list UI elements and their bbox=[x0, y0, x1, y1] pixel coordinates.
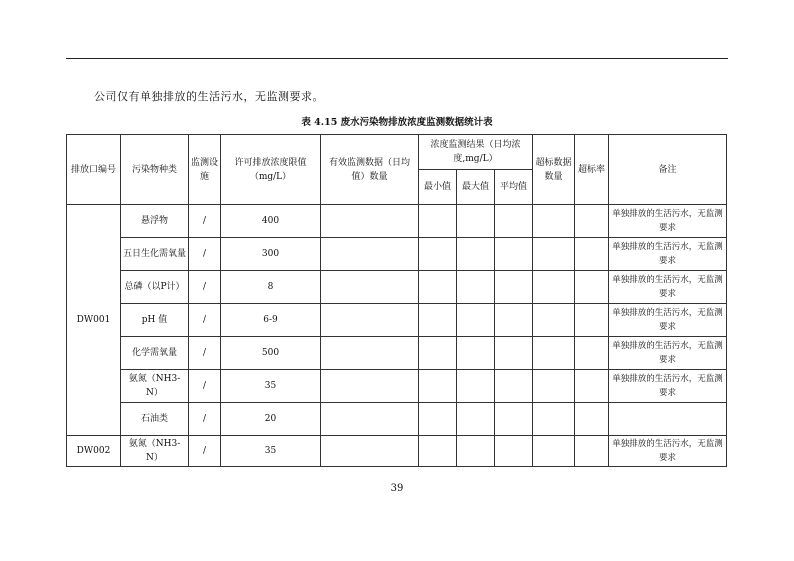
limit-cell: 8 bbox=[221, 271, 321, 304]
table-row bbox=[67, 238, 727, 271]
intro-paragraph: 公司仅有单独排放的生活污水，无监测要求。 bbox=[94, 90, 324, 103]
remark-cell: 单独排放的生活污水，无监测要求 bbox=[609, 238, 727, 271]
exceed-rate-cell bbox=[575, 238, 609, 271]
header-min: 最小值 bbox=[419, 170, 457, 205]
exceed-count-cell bbox=[533, 271, 575, 304]
table-caption: 表 4.15 废水污染物排放浓度监测数据统计表 bbox=[301, 117, 493, 128]
header-facility: 监测设施 bbox=[189, 135, 221, 205]
facility-cell: / bbox=[189, 403, 221, 436]
table-row bbox=[67, 205, 727, 238]
table-row bbox=[67, 271, 727, 304]
emission-table bbox=[66, 134, 727, 467]
remark-cell: 单独排放的生活污水，无监测要求 bbox=[609, 205, 727, 238]
pollutant-cell: 悬浮物 bbox=[121, 205, 189, 238]
avg-cell bbox=[495, 238, 533, 271]
pollutant-cell: 五日生化需氧量 bbox=[121, 238, 189, 271]
pollutant-cell: pH 值 bbox=[121, 304, 189, 337]
avg-cell bbox=[495, 403, 533, 436]
exceed-rate-cell bbox=[575, 304, 609, 337]
exceed-count-cell bbox=[533, 337, 575, 370]
exceed-rate-cell bbox=[575, 403, 609, 436]
exceed-rate-cell bbox=[575, 271, 609, 304]
max-cell bbox=[457, 205, 495, 238]
remark-cell: 单独排放的生活污水，无监测要求 bbox=[609, 370, 727, 403]
header-valid-count: 有效监测数据（日均值）数量 bbox=[321, 135, 419, 205]
exceed-rate-cell bbox=[575, 205, 609, 238]
header-exceed-rate: 超标率 bbox=[575, 135, 609, 205]
valid-count-cell bbox=[321, 337, 419, 370]
facility-cell: / bbox=[189, 370, 221, 403]
limit-cell: 400 bbox=[221, 205, 321, 238]
remark-cell bbox=[609, 403, 727, 436]
table-row bbox=[67, 337, 727, 370]
exceed-count-cell bbox=[533, 238, 575, 271]
avg-cell bbox=[495, 304, 533, 337]
facility-cell: / bbox=[189, 304, 221, 337]
header-concentration: 浓度监测结果（日均浓度,mg/L） bbox=[419, 135, 533, 170]
header-avg: 平均值 bbox=[495, 170, 533, 205]
exceed-count-cell bbox=[533, 403, 575, 436]
outlet-id: DW001 bbox=[67, 205, 121, 436]
pollutant-cell: 氨氮（NH3-N） bbox=[121, 436, 189, 467]
pollutant-cell: 石油类 bbox=[121, 403, 189, 436]
max-cell bbox=[457, 271, 495, 304]
header-remarks: 备注 bbox=[609, 135, 727, 205]
max-cell bbox=[457, 304, 495, 337]
facility-cell: / bbox=[189, 271, 221, 304]
valid-count-cell bbox=[321, 304, 419, 337]
pollutant-cell: 化学需氧量 bbox=[121, 337, 189, 370]
min-cell bbox=[419, 304, 457, 337]
valid-count-cell bbox=[321, 205, 419, 238]
exceed-count-cell bbox=[533, 370, 575, 403]
header-limit: 许可排放浓度限值（mg/L） bbox=[221, 135, 321, 205]
valid-count-cell bbox=[321, 370, 419, 403]
avg-cell bbox=[495, 271, 533, 304]
min-cell bbox=[419, 403, 457, 436]
valid-count-cell bbox=[321, 436, 419, 467]
avg-cell bbox=[495, 370, 533, 403]
avg-cell bbox=[495, 337, 533, 370]
valid-count-cell bbox=[321, 271, 419, 304]
max-cell bbox=[457, 337, 495, 370]
header-outlet: 排放口编号 bbox=[67, 135, 121, 205]
facility-cell: / bbox=[189, 436, 221, 467]
max-cell bbox=[457, 370, 495, 403]
pollutant-cell: 总磷（以P计） bbox=[121, 271, 189, 304]
avg-cell bbox=[495, 205, 533, 238]
header-rule bbox=[66, 58, 728, 59]
limit-cell: 20 bbox=[221, 403, 321, 436]
limit-cell: 35 bbox=[221, 436, 321, 467]
min-cell bbox=[419, 205, 457, 238]
min-cell bbox=[419, 436, 457, 467]
limit-cell: 6-9 bbox=[221, 304, 321, 337]
min-cell bbox=[419, 271, 457, 304]
max-cell bbox=[457, 403, 495, 436]
valid-count-cell bbox=[321, 403, 419, 436]
exceed-rate-cell bbox=[575, 436, 609, 467]
facility-cell: / bbox=[189, 205, 221, 238]
facility-cell: / bbox=[189, 337, 221, 370]
remark-cell: 单独排放的生活污水，无监测要求 bbox=[609, 337, 727, 370]
remark-cell: 单独排放的生活污水，无监测要求 bbox=[609, 304, 727, 337]
limit-cell: 500 bbox=[221, 337, 321, 370]
limit-cell: 35 bbox=[221, 370, 321, 403]
limit-cell: 300 bbox=[221, 238, 321, 271]
page-number: 39 bbox=[390, 483, 404, 494]
header-pollutant: 污染物种类 bbox=[121, 135, 189, 205]
header-exceed-count: 超标数据数量 bbox=[533, 135, 575, 205]
min-cell bbox=[419, 337, 457, 370]
outlet-id: DW002 bbox=[67, 436, 121, 467]
exceed-rate-cell bbox=[575, 370, 609, 403]
table-row bbox=[67, 304, 727, 337]
valid-count-cell bbox=[321, 238, 419, 271]
exceed-rate-cell bbox=[575, 337, 609, 370]
table-row bbox=[67, 370, 727, 403]
exceed-count-cell bbox=[533, 436, 575, 467]
table-row bbox=[67, 436, 727, 467]
header-max: 最大值 bbox=[457, 170, 495, 205]
remark-cell: 单独排放的生活污水，无监测要求 bbox=[609, 271, 727, 304]
avg-cell bbox=[495, 436, 533, 467]
min-cell bbox=[419, 370, 457, 403]
facility-cell: / bbox=[189, 238, 221, 271]
remark-cell: 单独排放的生活污水，无监测要求 bbox=[609, 436, 727, 467]
max-cell bbox=[457, 238, 495, 271]
max-cell bbox=[457, 436, 495, 467]
table-row bbox=[67, 403, 727, 436]
min-cell bbox=[419, 238, 457, 271]
exceed-count-cell bbox=[533, 205, 575, 238]
pollutant-cell: 氨氮（NH3-N） bbox=[121, 370, 189, 403]
exceed-count-cell bbox=[533, 304, 575, 337]
